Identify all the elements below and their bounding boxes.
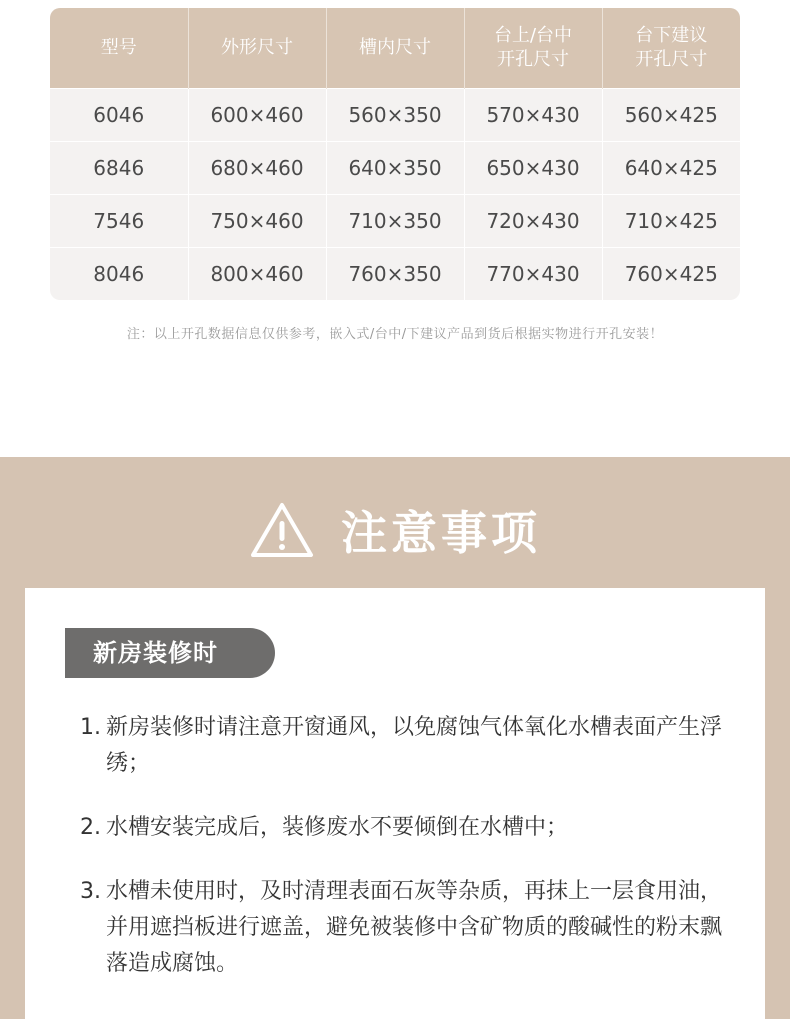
item-text: 水槽安装完成后，装修废水不要倾倒在水槽中； <box>106 815 569 840</box>
list-item <box>80 710 730 782</box>
item-number: 2. <box>80 815 101 840</box>
table-header-row <box>50 8 740 89</box>
notice-card <box>25 588 765 1019</box>
notice-list <box>80 710 730 1010</box>
item-number: 1. <box>80 715 101 740</box>
cell-outer-size: 750×460 <box>188 195 326 248</box>
cell-inner-size: 560×350 <box>326 89 464 142</box>
header-inner-size: 槽内尺寸 <box>326 8 464 89</box>
table-row <box>50 89 740 142</box>
cell-inner-size: 760×350 <box>326 248 464 301</box>
list-item <box>80 810 730 846</box>
disclaimer-note: 注：以上开孔数据信息仅供参考，嵌入式/台中/下建议产品到货后根据实物进行开孔安装！ <box>126 327 664 342</box>
cell-under-cutout: 710×425 <box>602 195 740 248</box>
table-row <box>50 195 740 248</box>
cell-outer-size: 680×460 <box>188 142 326 195</box>
cell-model: 8046 <box>50 248 188 301</box>
cell-top-cutout: 650×430 <box>464 142 602 195</box>
notice-title: 注意事项 <box>341 506 541 560</box>
item-text: 水槽未使用时，及时清理表面石灰等杂质，再抹上一层食用油，并用遮挡板进行遮盖，避免被装修中含矿物质的酸碱性的粉末飘落造成腐蚀。 <box>106 879 723 976</box>
table-row <box>50 248 740 301</box>
notice-header <box>0 480 790 580</box>
item-number: 3. <box>80 879 101 904</box>
cell-under-cutout: 560×425 <box>602 89 740 142</box>
cell-inner-size: 640×350 <box>326 142 464 195</box>
cell-outer-size: 600×460 <box>188 89 326 142</box>
cell-top-cutout: 720×430 <box>464 195 602 248</box>
header-model: 型号 <box>50 8 188 89</box>
warning-triangle-icon <box>249 501 315 559</box>
section-label: 新房装修时 <box>65 628 275 678</box>
cell-outer-size: 800×460 <box>188 248 326 301</box>
cell-model: 6046 <box>50 89 188 142</box>
cell-under-cutout: 760×425 <box>602 248 740 301</box>
cell-model: 7546 <box>50 195 188 248</box>
list-item <box>80 874 730 982</box>
table-row <box>50 142 740 195</box>
cell-model: 6846 <box>50 142 188 195</box>
header-under-cutout: 台下建议 开孔尺寸 <box>602 8 740 89</box>
header-outer-size: 外形尺寸 <box>188 8 326 89</box>
spec-table <box>50 8 740 300</box>
item-text: 新房装修时请注意开窗通风，以免腐蚀气体氧化水槽表面产生浮绣； <box>106 715 723 776</box>
cell-top-cutout: 570×430 <box>464 89 602 142</box>
cell-top-cutout: 770×430 <box>464 248 602 301</box>
cell-under-cutout: 640×425 <box>602 142 740 195</box>
header-top-cutout: 台上/台中 开孔尺寸 <box>464 8 602 89</box>
cell-inner-size: 710×350 <box>326 195 464 248</box>
